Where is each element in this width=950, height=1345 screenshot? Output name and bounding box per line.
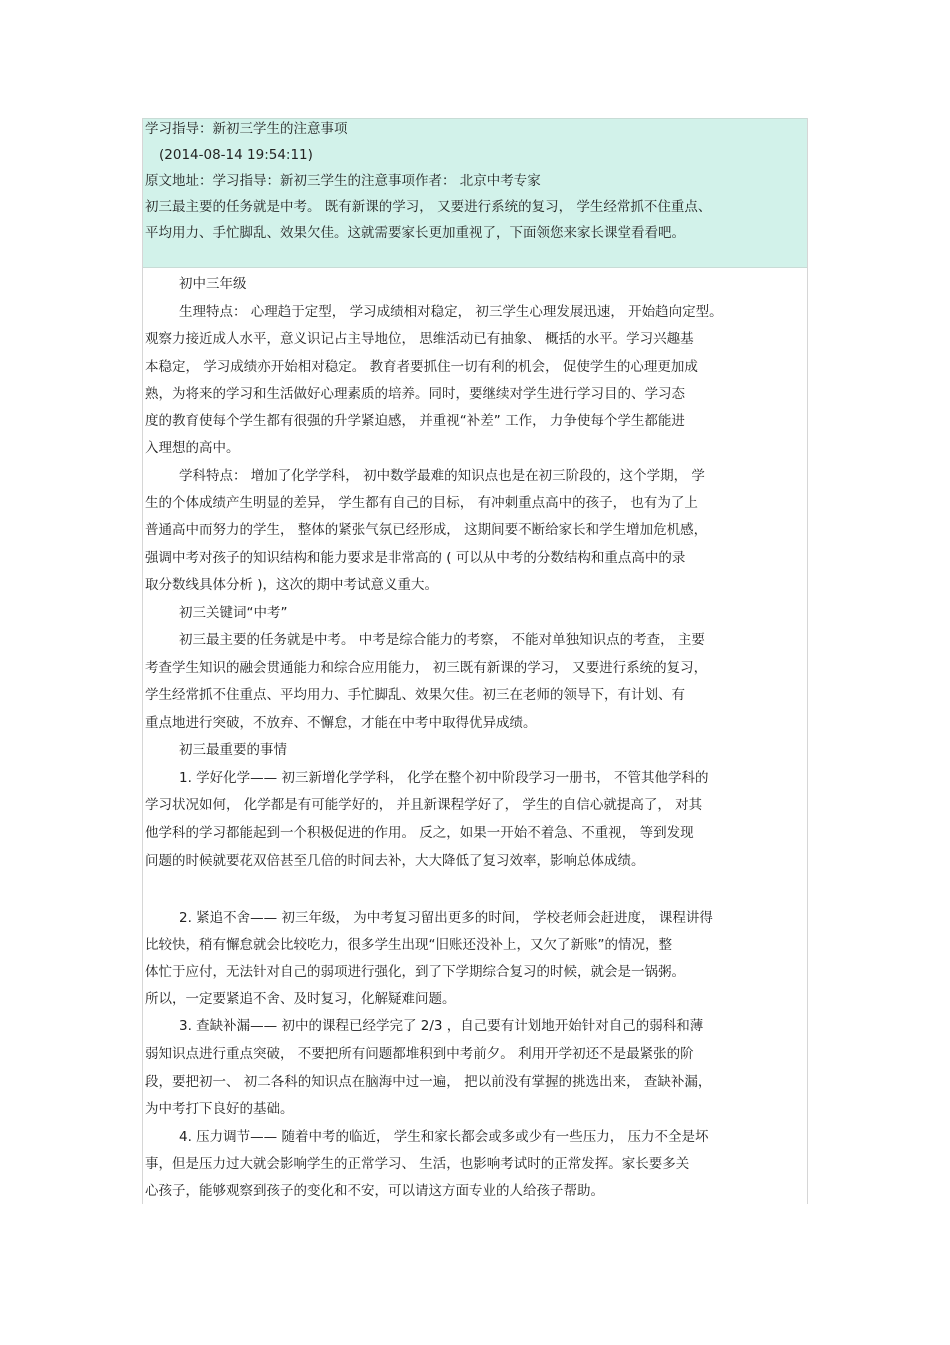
source-line: 原文地址：学习指导：新初三学生的注意事项作者： 北京中考专家 xyxy=(145,173,541,189)
intro-line: 平均用力、手忙脚乱、效果欠佳。这就需要家长更加重视了，下面领您来家长课堂看看吧。 xyxy=(145,225,685,241)
intro-line: 初三最主要的任务就是中考。 既有新课的学习， 又要进行系统的复习， 学生经常抓不住重点、 xyxy=(145,199,712,215)
section-heading: 初三最重要的事情 xyxy=(179,742,287,758)
paragraph-line: 事，但是压力过大就会影响学生的正常学习、 生活，也影响考试时的正常发挥。家长要多关 xyxy=(145,1156,690,1172)
paragraph-line: 学习状况如何， 化学都是有可能学好的， 并且新课程学好了， 学生的自信心就提高了， 对其 xyxy=(145,797,703,813)
paragraph-line: 熟，为将来的学习和生活做好心理素质的培养。同时，要继续对学生进行学习目的、学习态 xyxy=(145,386,685,402)
paragraph-line: 4. 压力调节—— 随着中考的临近， 学生和家长都会或多或少有一些压力， 压力不全是坏 xyxy=(179,1129,709,1145)
paragraph-line: 心孩子，能够观察到孩子的变化和不安，可以请这方面专业的人给孩子帮助。 xyxy=(145,1183,604,1199)
paragraph-line: 问题的时候就要花双倍甚至几倍的时间去补，大大降低了复习效率，影响总体成绩。 xyxy=(145,853,645,869)
paragraph-line: 1. 学好化学—— 初三新增化学学科， 化学在整个初中阶段学习一册书， 不管其他学科的 xyxy=(179,770,709,786)
paragraph-line: 弱知识点进行重点突破， 不要把所有问题都堆积到中考前夕。 利用开学初还不是最紧张的阶 xyxy=(145,1046,694,1062)
paragraph-line: 学生经常抓不住重点、平均用力、手忙脚乱、效果欠佳。初三在老师的领导下，有计划、有 xyxy=(145,687,685,703)
paragraph-line: 度的教育使每个学生都有很强的升学紧迫感， 并重视“补差” 工作， 力争使每个学生都能进 xyxy=(145,413,685,429)
paragraph-line: 比较快，稍有懈怠就会比较吃力，很多学生出现“旧账还没补上，又欠了新账”的情况，整 xyxy=(145,937,672,953)
paragraph-line: 生的个体成绩产生明显的差异， 学生都有自己的目标， 有冲刺重点高中的孩子， 也有为了上 xyxy=(145,495,698,511)
article-header xyxy=(143,118,807,268)
paragraph-line: 体忙于应付，无法针对自己的弱项进行强化，到了下学期综合复习的时候，就会是一锅粥。 xyxy=(145,964,685,980)
paragraph-line: 3. 查缺补漏—— 初中的课程已经学完了 2/3 ，自己要有计划地开始针对自己的弱科和薄 xyxy=(179,1018,704,1034)
paragraph-line: 取分数线具体分析 )，这次的期中考试意义重大。 xyxy=(145,577,439,593)
document-page xyxy=(142,118,808,1204)
paragraph-line: 他学科的学习都能起到一个积极促进的作用。 反之，如果一开始不着急、不重视， 等到发现 xyxy=(145,825,694,841)
paragraph-line: 本稳定， 学习成绩亦开始相对稳定。 教育者要抓住一切有利的机会， 促使学生的心理更加成 xyxy=(145,359,698,375)
paragraph-line: 生理特点： 心理趋于定型， 学习成绩相对稳定， 初三学生心理发展迅速， 开始趋向定型。 xyxy=(179,304,723,320)
article-title: 学习指导：新初三学生的注意事项 xyxy=(145,121,348,137)
paragraph-line: 强调中考对孩子的知识结构和能力要求是非常高的 ( 可以从中考的分数结构和重点高中的录 xyxy=(145,550,686,566)
paragraph-line: 学科特点： 增加了化学学科， 初中数学最难的知识点也是在初三阶段的，这个学期， 学 xyxy=(179,468,705,484)
paragraph-line: 段，要把初一、 初二各科的知识点在脑海中过一遍， 把以前没有掌握的挑选出来， 查缺补漏， xyxy=(145,1074,712,1090)
paragraph-line: 重点地进行突破，不放弃、不懈怠，才能在中考中取得优异成绩。 xyxy=(145,715,537,731)
paragraph-line: 为中考打下良好的基础。 xyxy=(145,1101,294,1117)
section-heading: 初中三年级 xyxy=(179,276,247,292)
article-timestamp: (2014-08-14 19:54:11) xyxy=(159,147,313,163)
section-heading: 初三关键词“中考” xyxy=(179,605,288,621)
paragraph-line: 观察力接近成人水平，意义识记占主导地位， 思维活动已有抽象、 概括的水平。学习兴趣基 xyxy=(145,331,694,347)
paragraph-line: 考查学生知识的融会贯通能力和综合应用能力， 初三既有新课的学习， 又要进行系统的复习， xyxy=(145,660,708,676)
paragraph-line: 入理想的高中。 xyxy=(145,440,240,456)
paragraph-line: 普通高中而努力的学生， 整体的紧张气氛已经形成， 这期间要不断给家长和学生增加危机感， xyxy=(145,522,708,538)
paragraph-line: 2. 紧追不舍—— 初三年级， 为中考复习留出更多的时间， 学校老师会赶进度， 课程讲得 xyxy=(179,910,713,926)
paragraph-line: 所以，一定要紧追不舍、及时复习，化解疑难问题。 xyxy=(145,991,456,1007)
paragraph-line: 初三最主要的任务就是中考。 中考是综合能力的考察， 不能对单独知识点的考查， 主要 xyxy=(179,632,705,648)
